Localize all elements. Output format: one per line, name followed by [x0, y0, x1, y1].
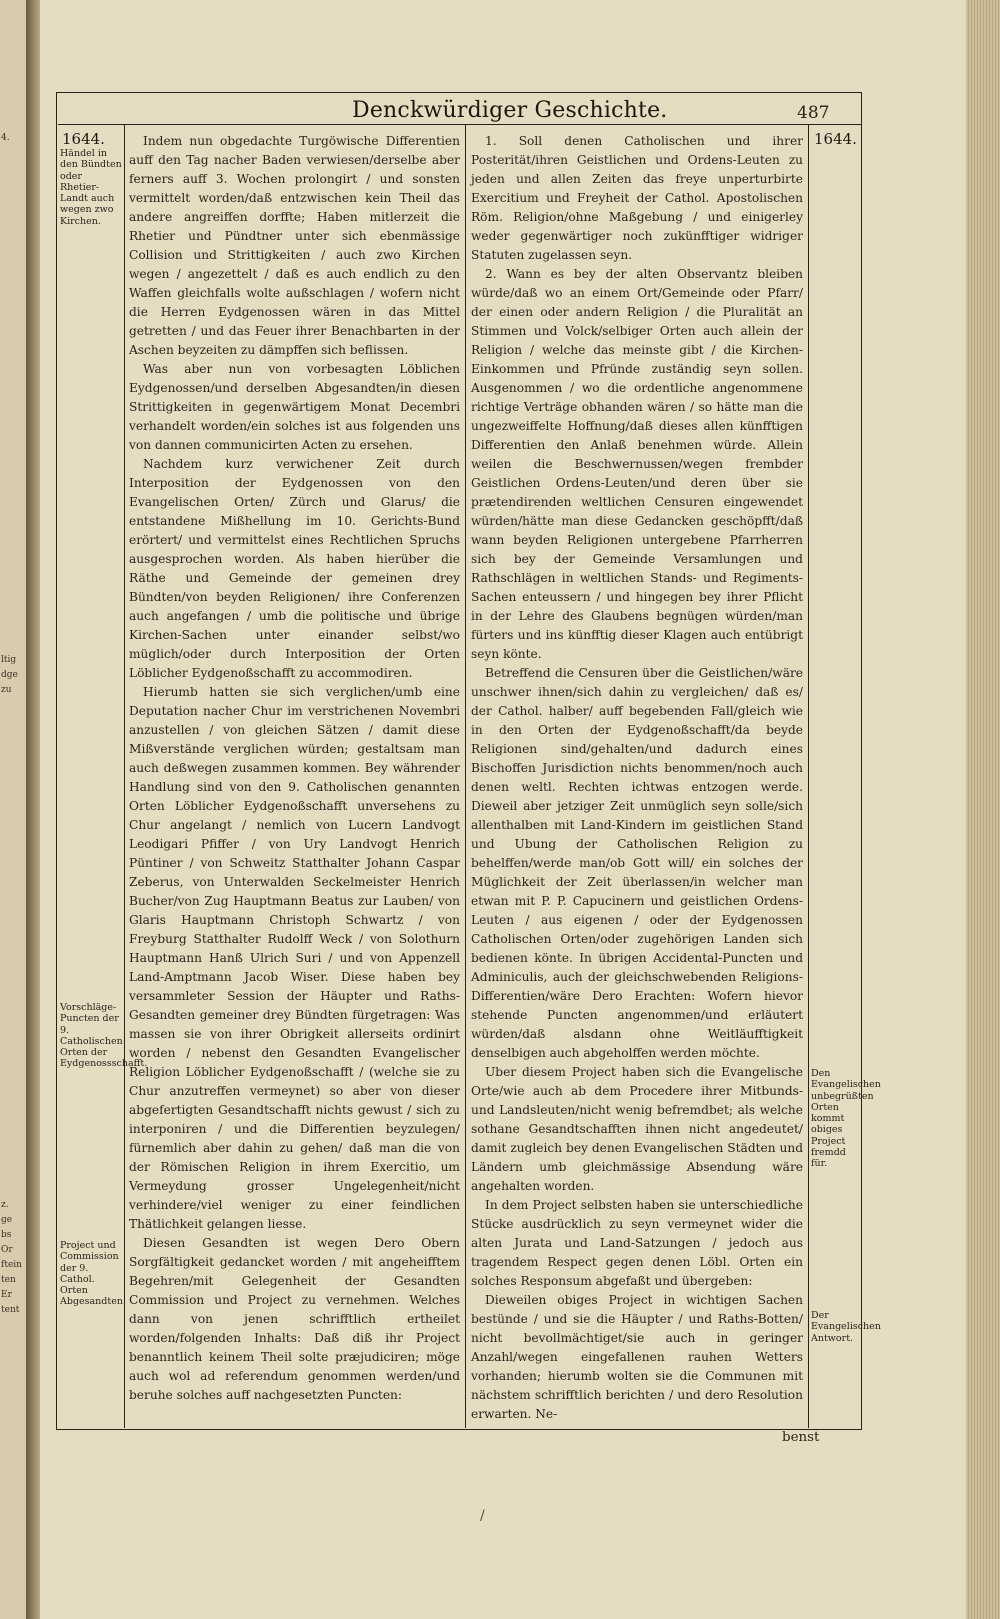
paragraph: Hierumb hatten sie sich verglichen/umb eine Deputation nacher Chur im verstrichenen Novembri anzustellen / von gleichen Sätzen / damit diese Mißverstände verglichen würden; gestaltsam man auch deßwegen zusammen kommen. Bey währender Handlung sind von den 9. Catholischen genannten Orten Löblicher Eydgenoßschafft unversehens zu Chur angelangt / nemlich von Lucern Landvogt Leodigari Pfiffer / von Ury Landvogt Henrich Püntiner / von Schweitz Statthalter Johann Caspar Zeberus, von Unterwalden Seckelmeister Henrich Bucher/von Zug Hauptmann Beatus zur Lauben/ von Glaris Hauptmann Christoph Schwartz / von Freyburg Statthalter Rudolff Weck / von Solothurn Hauptmann Hanß Ulrich Suri / und von Appenzell Land-Amptmann Jacob Wiser. Diese haben bey versammleter Session der Häupter und Raths-Gesandten gemeiner drey Bündten fürgetragen: Was massen sie von ihrer Obrigkeit allerseits ordinirt worden / nebenst den Gesandten Evangelischer Religion Löblicher Eydgenoßschafft / (welche sie zu Chur anzutreffen vermeynet) so aber von dieser abgefertigten Gesandtschafft nichts gewust / sich zu interponiren / und die Differentien beyzulegen/ fürnemlich aber dahin zu gehen/ daß man die von der Römischen Religion in ihrem Exercitio, um Vermeydung grosser Ungelegenheit/nicht verhindere/viel weniger zu einer feindlichen Thätlichkeit gelangen liesse. [129, 685, 460, 1231]
paragraph: In dem Project selbsten haben sie unterschiedliche Stücke ausdrücklich zu seyn vermeynet wider die alten Jurata und Land-Satzungen / jedoch aus tragendem Respect gegen denen Löbl. Orten ein solches Responsum abgefaßt und übergeben: [471, 1198, 803, 1288]
left-margin-rule [124, 125, 125, 1428]
left-page-fragment: dge [1, 670, 18, 680]
year-left: 1644. [62, 130, 105, 148]
left-page-fragment: z. [1, 1200, 9, 1210]
left-page-fragment: bs [1, 1230, 12, 1240]
left-page-fragment: tent [1, 1305, 20, 1315]
margin-note: Den Evangelischen unbegrüßten Orten kommt obiges Project fremdd für. [811, 1068, 881, 1170]
paragraph: Was aber nun von vorbesagten Löblichen Eydgenossen/und derselben Abgesandten/in diesen Strittigkeiten in gegenwärtigem Monat Decembri verhandelt worden/ein solches ist aus folgenden uns von dannen communicirten Acten zu ersehen. [129, 362, 460, 452]
stray-mark: / [480, 1508, 485, 1524]
left-page-fragment: zu [1, 685, 12, 695]
left-page-fragment: ftein [1, 1260, 22, 1270]
text-column-left [129, 132, 460, 1405]
left-page-fragment: ten [1, 1275, 16, 1285]
left-page-fragment: 4. [1, 133, 10, 143]
left-page-fragment: ltig [1, 655, 17, 665]
paragraph: Betreffend die Censuren über die Geistlichen/wäre unschwer ihnen/sich dahin zu vergleichen/ daß es/ der Cathol. halber/ auff begebenden Fall/gleich wie in den Orten der Eydgenoßschafft/da beyde Religionen sind/gehalten/und dadurch eines Bischoffen Jurisdiction nichts benommen/noch auch denen weltl. Rechten ichtwas entzogen werde. Dieweil aber jetziger Zeit unmüglich seyn solle/sich allenthalben mit Land-Kindern im geistlichen Stand und Ubung der Catholischen Religion zu behelffen/werde man/ob Gott will/ ein solches der Müglichkeit der Zeit überlassen/in welcher man etwan mit P. P. Capucinern und geistlichen Ordens-Leuten / aus eigenen / oder der Eydgenossen Catholischen Orten/oder zugehörigen Landen sich bedienen könte. In übrigen Accidental-Puncten und Adminiculis, auch der gleichschwebenden Religions-Differentien/wäre Dero Erachten: Wofern hievor stehende Puncten angenommen/und erläutert würden/daß alsdann ohne Weitläufftigkeit denselbigen auch abgeholffen werden möchte. [471, 666, 803, 1060]
paragraph: 1. Soll denen Catholischen und ihrer Posterität/ihren Geistlichen und Ordens-Leuten zu jeden und allen Zeiten das freye unperturbirte Exercitium und Freyheit der Cathol. Apostolischen Röm. Religion/ohne Maßgebung / und einigerley weder gegenwärtiger noch zukünfftiger widriger Statuten zugelassen seyn. [471, 134, 803, 262]
page-edges [966, 0, 1000, 1619]
left-page-fragment: Or [1, 1245, 13, 1255]
left-page-fragment: ge [1, 1215, 13, 1225]
text-column-right [471, 132, 803, 1424]
paragraph: Indem nun obgedachte Turgöwische Differentien auff den Tag nacher Baden verwiesen/derselbe aber ferners auff 3. Wochen prolongirt / und sonsten vermittelt worden/daß entzwischen kein Theil das andere angreiffen dorffte; Haben mitlerzeit die Rhetier und Pündtner unter sich ebenmässige Collision und Strittigkeiten / auch zwo Kirchen wegen / angezettelt / daß es auch endlich zu den Waffen gleichfalls wolte außschlagen / wofern nicht die Herren Eydgenossen wären in das Mittel getretten / und das Feuer ihrer Benachbarten in der Aschen beyzeiten zu dämpffen sich beflissen. [129, 134, 460, 357]
running-title: Denckwürdiger Geschichte. [352, 98, 668, 123]
catchword: benst [782, 1430, 820, 1445]
paragraph: Dieweilen obiges Project in wichtigen Sachen bestünde / und sie die Häupter / und Raths-Botten/ nicht bevollmächtiget/sie auch in geringer Anzahl/wegen eingefallenen rauhen Wetters vorhanden; hierumb wolten sie die Communen mit nächstem schrifftlich berichten / und dero Resolution erwarten. Ne- [471, 1293, 803, 1421]
left-page-edge [0, 0, 28, 1619]
right-margin-rule [808, 125, 809, 1428]
column-divider [465, 125, 466, 1428]
paragraph: Uber diesem Project haben sich die Evangelische Orte/wie auch ab dem Procedere ihrer Mitbunds- und Landsleuten/nicht wenig befremdbet; als welche sothane Gesandtschafften ihnen nicht angedeutet/ damit zugleich bey denen Evangelischen Städten und Ländern umb gleichmässige Absendung wäre angehalten worden. [471, 1065, 803, 1193]
paragraph: Diesen Gesandten ist wegen Dero Obern Sorgfältigkeit gedancket worden / mit angeheifftem Begehren/mit Gelegenheit der Gesandten Commission und Project zu vernehmen. Welches dann von jenen schrifftlich ertheilet worden/folgenden Inhalts: Daß diß ihr Project benanntlich keinem Theil solte præjudiciren; möge auch wol ad referendum genommen werden/und beruhe solches auff nachgesetzten Puncten: [129, 1236, 460, 1402]
year-right: 1644. [814, 130, 857, 148]
paragraph: 2. Wann es bey der alten Observantz bleiben würde/daß wo an einem Ort/Gemeinde oder Pfarr/ der einen oder andern Religion / die Pluralität an Stimmen und Volck/selbiger Orten auch allein der Religion / welche das meinste gibt / die Kirchen-Einkommen und Pfründe zuständig seyn sollen. Ausgenommen / wo die ordentliche angenommene richtige Verträge obhanden wären / so hätte man die ungezweiffelte Hoffnung/daß dieses allen künfftigen Differentien den Anlaß benehmen würde. Allein weilen die Beschwernussen/wegen frembder Geistlichen Ordens-Leuten/und deren über sie prætendirenden weltlichen Censuren eingewendet würden/hätte man diese Gedancken geschöpfft/daß wann beyden Religionen untergebene Pfarrherren sich bey der Gemeinde Versamlungen und Rathschlägen in weltlichen Stands- und Regiments-Sachen enteussern / und hingegen bey ihrer Pflicht in der Lehre des Glaubens begnügen würden/man fürters und ins künfftig dieser Klagen auch entübrigt seyn könte. [471, 267, 803, 661]
left-page-fragment: Er [1, 1290, 12, 1300]
paragraph: Nachdem kurz verwichener Zeit durch Interposition der Eydgenossen von den Evangelischen Orten/ Zürch und Glarus/ die entstandene Mißhellung im 10. Gerichts-Bund erörtert/ und vermittelst eines Rechtlichen Spruchs ausgesprochen worden. Als haben hierüber die Räthe und Gemeinde der gemeinen drey Bündten/von beyden Religionen/ ihre Conferenzen auch angefangen / umb die politische und übrige Kirchen-Sachen unter einander selbst/wo müglich/oder durch Interposition der Orten Löblicher Eydgenoßschafft zu accommodiren. [129, 457, 460, 680]
margin-note: Der Evangelischen Antwort. [811, 1310, 881, 1344]
book-gutter [26, 0, 40, 1619]
margin-note: Vorschläge-Puncten der 9. Catholischen Orten der Eydgenossschafft. [60, 1002, 148, 1070]
margin-note: Project und Commission der 9. Cathol. Orten Abgesandten. [60, 1240, 126, 1308]
page-number: 487 [797, 103, 830, 123]
margin-note: Händel in den Bündten oder Rhetier-Landt auch wegen zwo Kirchen. [60, 148, 122, 227]
header-rule [58, 124, 861, 125]
